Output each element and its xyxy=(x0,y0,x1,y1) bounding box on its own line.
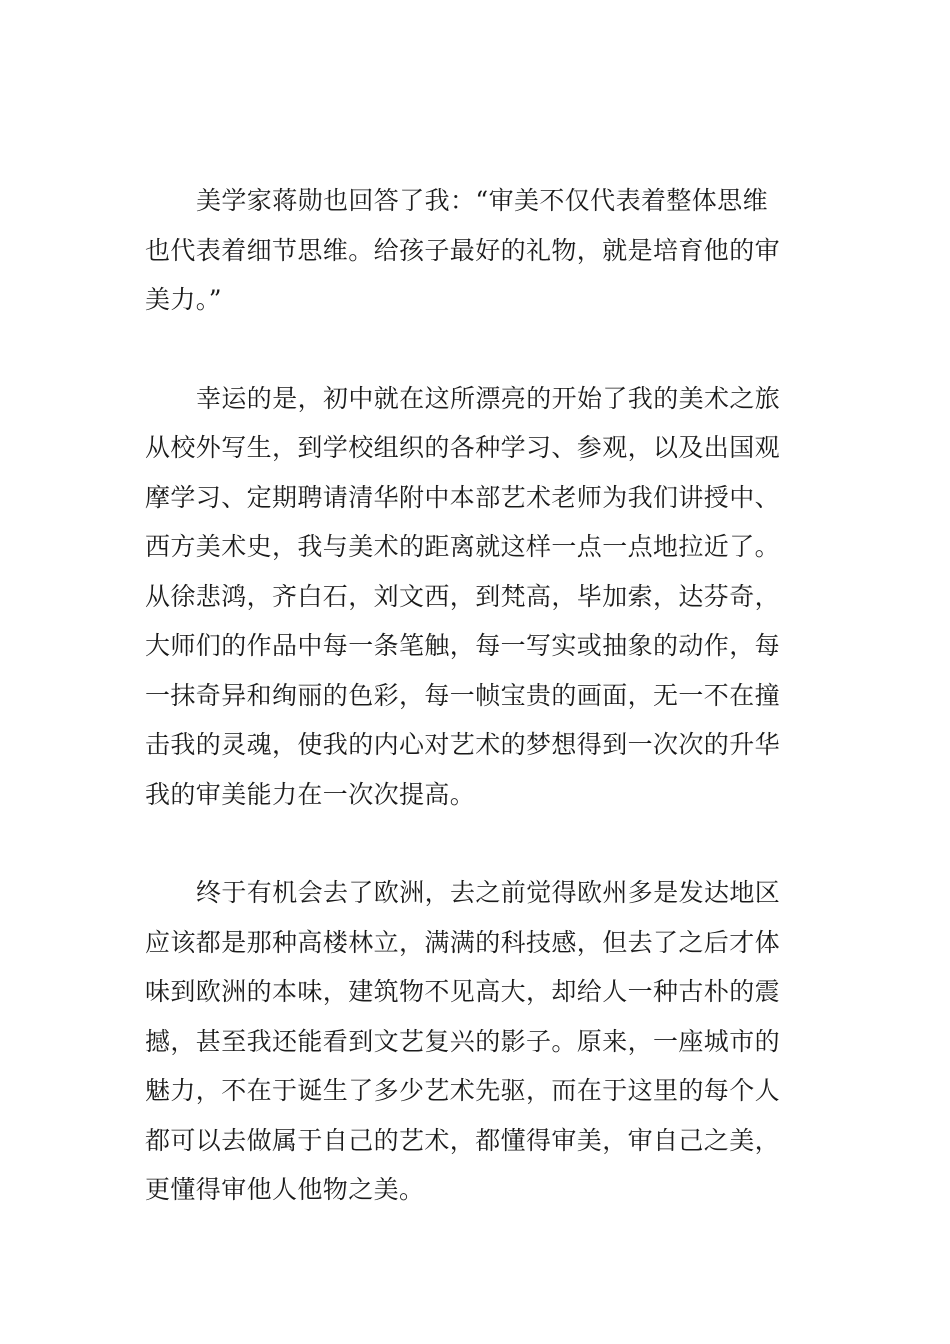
text-line: 都可以去做属于自己的艺术，都懂得审美，审自己之美， xyxy=(145,1125,781,1155)
text-line: 从徐悲鸿，齐白石，刘文西，到梵高，毕加索，达芬奇， xyxy=(145,581,781,611)
text-line: 终于有机会去了欧洲，去之前觉得欧州多是发达地区 xyxy=(196,878,781,907)
paragraph-2 xyxy=(145,374,810,820)
paragraph-1 xyxy=(145,176,810,325)
text-line: 撼，甚至我还能看到文艺复兴的影子。原来，一座城市的 xyxy=(145,1026,781,1056)
text-line: 更懂得审他人他物之美。 xyxy=(145,1175,425,1204)
text-line: 应该都是那种高楼林立，满满的科技感，但去了之后才体 xyxy=(145,927,781,957)
document-body xyxy=(145,176,810,1215)
text-line: 幸运的是，初中就在这所漂亮的开始了我的美术之旅 xyxy=(196,383,781,413)
text-line: 美学家蒋勋也回答了我：“审美不仅代表着整体思维 xyxy=(196,186,768,215)
text-line: 大师们的作品中每一条笔触，每一写实或抽象的动作，每 xyxy=(145,631,781,660)
paragraph-3 xyxy=(145,868,810,1215)
text-line: 魅力，不在于诞生了多少艺术先驱，而在于这里的每个人 xyxy=(145,1076,781,1105)
paragraph-spacer xyxy=(145,325,810,374)
text-line: 西方美术史，我与美术的距离就这样一点一点地拉近了。 xyxy=(145,532,781,561)
text-line: 从校外写生，到学校组织的各种学习、参观，以及出国观 xyxy=(145,433,781,462)
text-line: 也代表着细节思维。给孩子最好的礼物，就是培育他的审 xyxy=(145,235,781,265)
text-line: 我的审美能力在一次次提高。 xyxy=(145,779,476,809)
text-line: 摩学习、定期聘请清华附中本部艺术老师为我们讲授中、 xyxy=(145,482,781,512)
text-line: 击我的灵魂，使我的内心对艺术的梦想得到一次次的升华 xyxy=(145,730,781,759)
text-line: 一抹奇异和绚丽的色彩，每一帧宝贵的画面，无一不在撞 xyxy=(145,680,781,710)
paragraph-spacer xyxy=(145,819,810,868)
text-line: 味到欧洲的本味，建筑物不见高大，却给人一种古朴的震 xyxy=(145,977,781,1006)
text-line: 美力。” xyxy=(145,285,222,314)
